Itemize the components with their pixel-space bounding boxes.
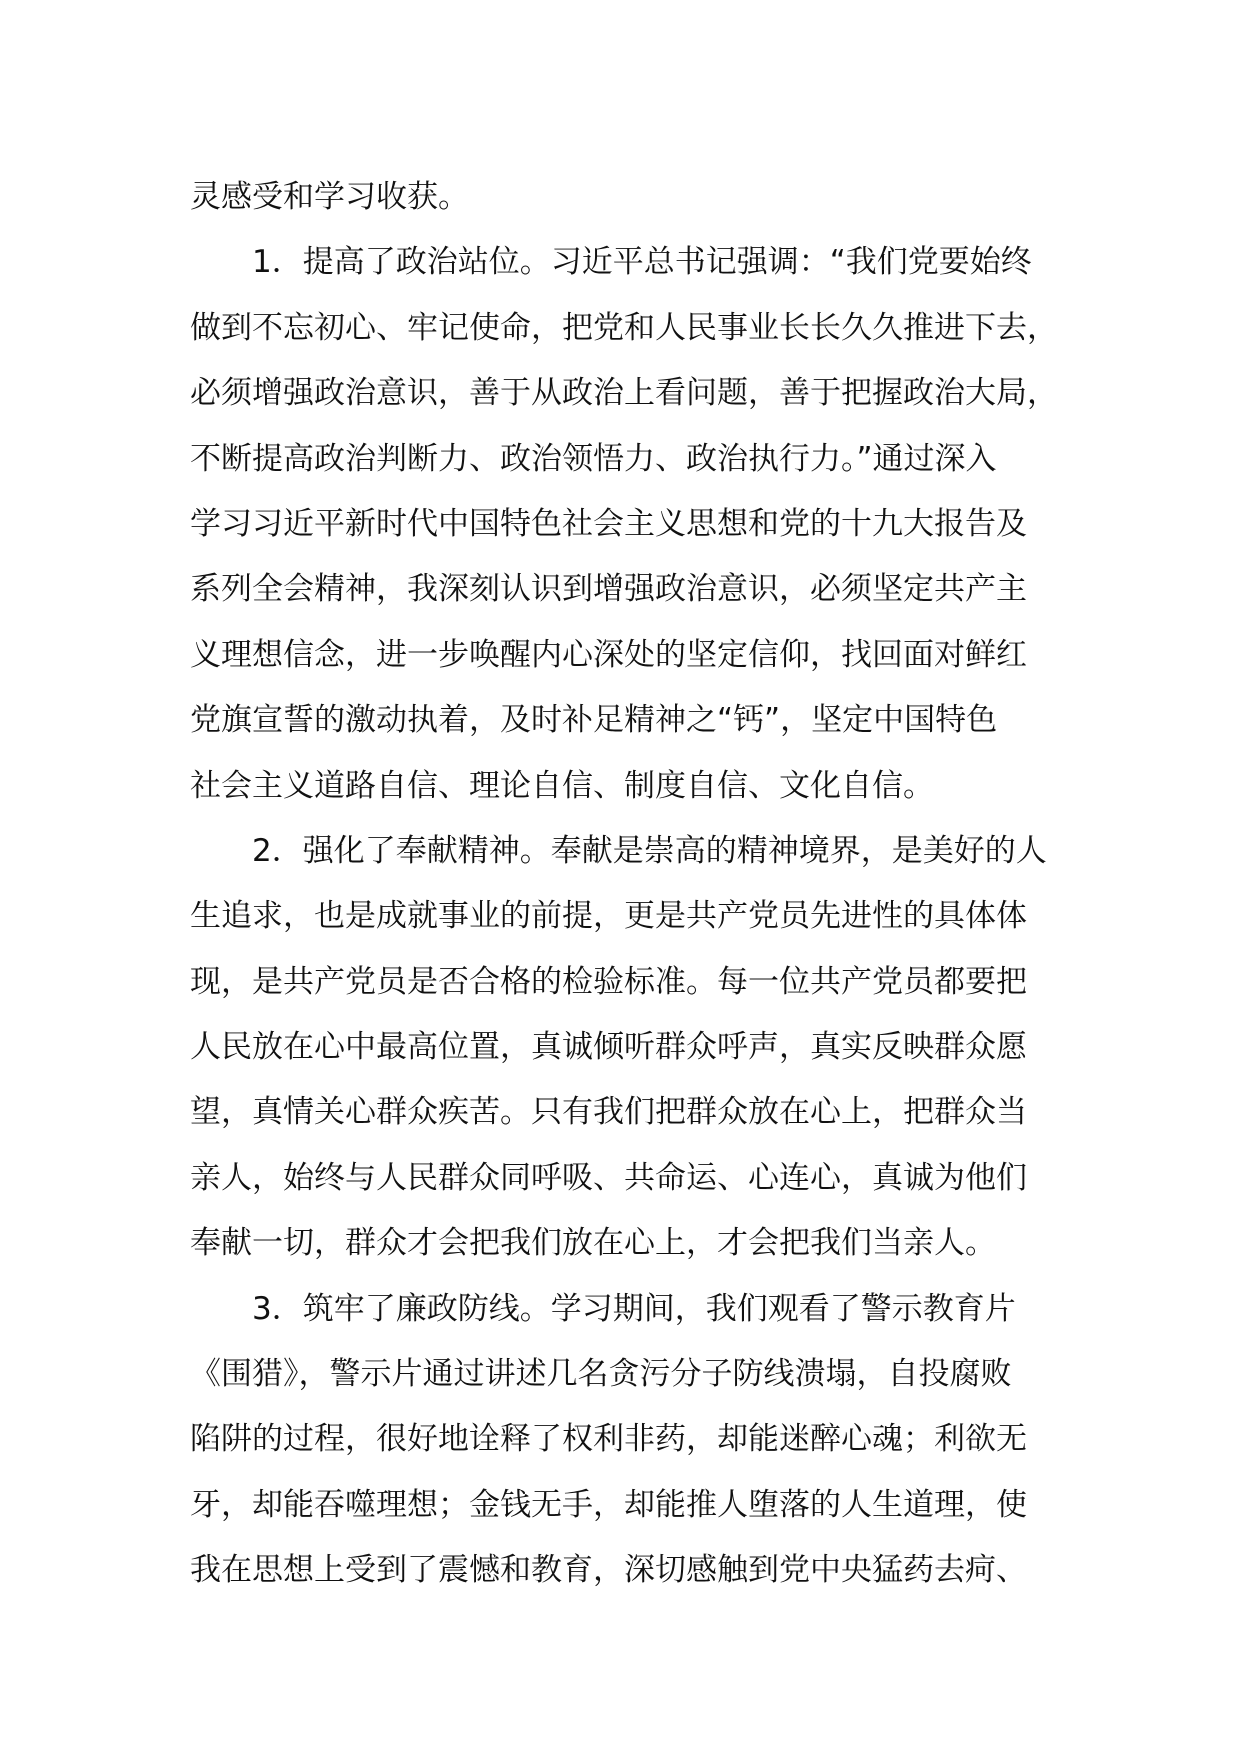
text-line: 现，是共产党员是否合格的检验标准。每一位共产党员都要把 <box>190 963 1027 1000</box>
text-line: 灵感受和学习收获。 <box>190 179 469 215</box>
text-line: 我在思想上受到了震憾和教育，深切感触到党中央猛药去疴、 <box>190 1552 1027 1589</box>
text-line: 社会主义道路自信、理论自信、制度自信、文化自信。 <box>190 767 934 804</box>
text-line: 生追求，也是成就事业的前提，更是共产党员先进性的具体体 <box>190 898 1027 935</box>
text-line: 必须增强政治意识，善于从政治上看问题，善于把握政治大局， <box>190 375 1058 412</box>
text-line: 学习习近平新时代中国特色社会主义思想和党的十九大报告及 <box>190 505 1027 542</box>
text-line: 奉献一切，群众才会把我们放在心上，才会把我们当亲人。 <box>190 1225 996 1262</box>
text-line: 人民放在心中最高位置，真诚倾听群众呼声，真实反映群众愿 <box>190 1029 1027 1066</box>
text-line: 做到不忘初心、牢记使命，把党和人民事业长长久久推进下去， <box>190 309 1058 346</box>
text-line: 义理想信念，进一步唤醒内心深处的坚定信仰，找回面对鲜红 <box>190 636 1027 673</box>
text-line: 望，真情关心群众疾苦。只有我们把群众放在心上，把群众当 <box>190 1094 1027 1131</box>
paragraph-1-start: 1．提高了政治站位。习近平总书记强调：“我们党要始终 <box>252 244 1032 281</box>
text-line: 牙，却能吞噬理想；金钱无手，却能推人堕落的人生道理，使 <box>190 1486 1027 1523</box>
paragraph-3-start: 3．筑牢了廉政防线。学习期间，我们观看了警示教育片 <box>252 1290 1016 1327</box>
text-line: 《围猎》，警示片通过讲述几名贪污分子防线溃塌，自投腐败 <box>190 1356 1012 1393</box>
text-line: 系列全会精神，我深刻认识到增强政治意识，必须坚定共产主 <box>190 571 1027 608</box>
document-body <box>190 165 1090 1604</box>
text-line: 亲人，始终与人民群众同呼吸、共命运、心连心，真诚为他们 <box>190 1159 1027 1196</box>
text-line: 不断提高政治判断力、政治领悟力、政治执行力。”通过深入 <box>190 440 997 477</box>
paragraph-2-start: 2．强化了奉献精神。奉献是崇高的精神境界，是美好的人 <box>252 832 1047 869</box>
text-line: 党旗宣誓的激动执着，及时补足精神之“钙”，坚定中国特色 <box>190 702 998 739</box>
text-line: 陷阱的过程，很好地诠释了权利非药，却能迷醉心魂；利欲无 <box>190 1421 1027 1458</box>
